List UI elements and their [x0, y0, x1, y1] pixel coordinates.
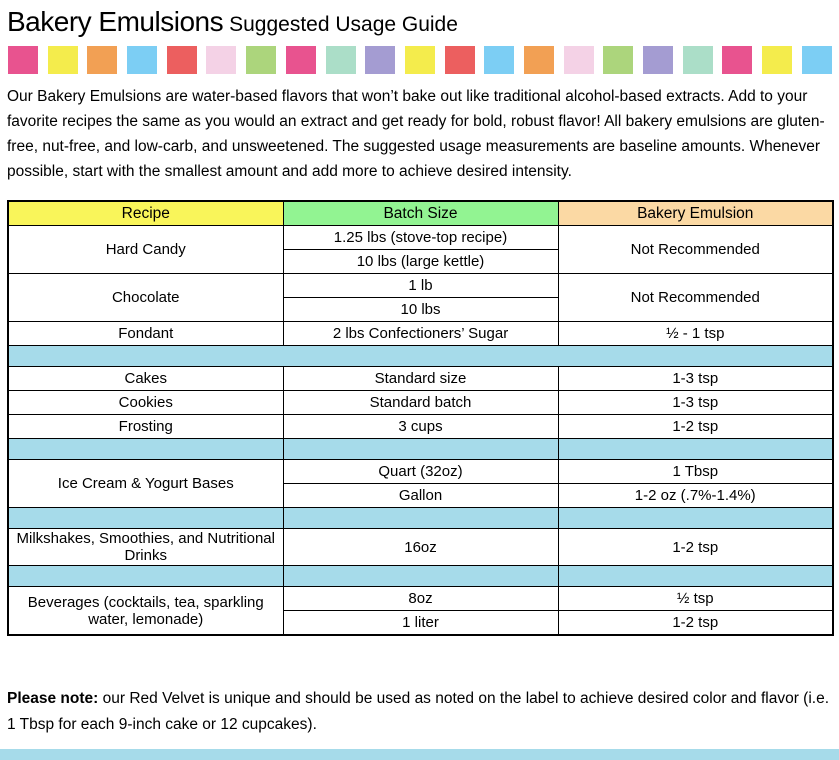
column-header: Recipe	[8, 201, 283, 226]
table-cell: Fondant	[8, 322, 283, 346]
spacer-row	[8, 566, 833, 587]
spacer-row	[8, 439, 833, 460]
spacer-cell	[558, 566, 833, 587]
stripe-square	[524, 46, 554, 74]
stripe-square	[206, 46, 236, 74]
title-main: Bakery Emulsions	[7, 6, 224, 37]
title-sub: Suggested Usage Guide	[229, 13, 458, 36]
stripe-square	[802, 46, 832, 74]
stripe-square	[603, 46, 633, 74]
table-cell: Hard Candy	[8, 226, 283, 274]
stripe-square	[405, 46, 435, 74]
table-cell: Not Recommended	[558, 274, 833, 322]
spacer-cell	[8, 346, 833, 367]
table-cell: 1-3 tsp	[558, 391, 833, 415]
spacer-row	[8, 508, 833, 529]
table-cell: Quart (32oz)	[283, 460, 558, 484]
table-row	[8, 226, 833, 250]
table-cell: Cookies	[8, 391, 283, 415]
table-cell: 1.25 lbs (stove-top recipe)	[283, 226, 558, 250]
stripe-square	[167, 46, 197, 74]
table-cell: Standard batch	[283, 391, 558, 415]
stripe-square	[48, 46, 78, 74]
spacer-cell	[8, 508, 283, 529]
spacer-cell	[558, 508, 833, 529]
stripe-square	[286, 46, 316, 74]
stripe-square	[683, 46, 713, 74]
table-cell: 1-2 tsp	[558, 529, 833, 566]
stripe-square	[365, 46, 395, 74]
table-row	[8, 587, 833, 611]
table-row	[8, 391, 833, 415]
usage-table-head	[8, 201, 833, 226]
header-row	[8, 201, 833, 226]
table-row	[8, 460, 833, 484]
table-cell: 1 liter	[283, 611, 558, 636]
table-cell: Not Recommended	[558, 226, 833, 274]
table-cell: ½ - 1 tsp	[558, 322, 833, 346]
color-stripe	[8, 46, 832, 74]
page-title	[7, 6, 832, 38]
stripe-square	[762, 46, 792, 74]
stripe-square	[8, 46, 38, 74]
table-cell: 16oz	[283, 529, 558, 566]
table-cell: 10 lbs	[283, 298, 558, 322]
table-cell: 2 lbs Confectioners’ Sugar	[283, 322, 558, 346]
table-cell: Chocolate	[8, 274, 283, 322]
stripe-square	[722, 46, 752, 74]
table-row	[8, 415, 833, 439]
table-row	[8, 367, 833, 391]
stripe-square	[87, 46, 117, 74]
table-row	[8, 274, 833, 298]
stripe-square	[564, 46, 594, 74]
table-cell: 1 Tbsp	[558, 460, 833, 484]
intro-paragraph: Our Bakery Emulsions are water-based flavors that won’t bake out like traditional alcohol-based extracts. Add to your favorite recipes the same as you would an extract and get ready for bold, robust flavor! All bakery emulsions are gluten-free, nut-free, and low-carb, and unsweetened. The suggested usage measurements are baseline amounts. Whenever possible, start with the smallest amount and add more to achieve desired intensity.	[7, 88, 825, 180]
table-cell: 1-2 tsp	[558, 611, 833, 636]
spacer-cell	[283, 439, 558, 460]
stripe-square	[127, 46, 157, 74]
stripe-square	[484, 46, 514, 74]
table-cell: Frosting	[8, 415, 283, 439]
table-cell: 8oz	[283, 587, 558, 611]
usage-table	[7, 200, 834, 636]
table-cell: Beverages (cocktails, tea, sparkling water, lemonade)	[8, 587, 283, 636]
spacer-cell	[283, 566, 558, 587]
table-row	[8, 322, 833, 346]
table-cell: 1-2 tsp	[558, 415, 833, 439]
table-cell: 1-3 tsp	[558, 367, 833, 391]
table-cell: 10 lbs (large kettle)	[283, 250, 558, 274]
table-cell: Gallon	[283, 484, 558, 508]
table-cell: 1 lb	[283, 274, 558, 298]
bottom-bar	[0, 749, 839, 760]
table-cell: Cakes	[8, 367, 283, 391]
table-row	[8, 529, 833, 566]
table-cell: 1-2 oz (.7%-1.4%)	[558, 484, 833, 508]
spacer-cell	[8, 566, 283, 587]
spacer-cell	[283, 508, 558, 529]
usage-table-body	[8, 226, 833, 636]
table-cell: Standard size	[283, 367, 558, 391]
stripe-square	[643, 46, 673, 74]
spacer-cell	[558, 439, 833, 460]
table-cell: Milkshakes, Smoothies, and Nutritional Drinks	[8, 529, 283, 566]
spacer-cell	[8, 439, 283, 460]
stripe-square	[445, 46, 475, 74]
stripe-square	[246, 46, 276, 74]
column-header: Batch Size	[283, 201, 558, 226]
footer-note	[7, 686, 835, 738]
table-cell: Ice Cream & Yogurt Bases	[8, 460, 283, 508]
column-header: Bakery Emulsion	[558, 201, 833, 226]
footer-note-text: our Red Velvet is unique and should be used as noted on the label to achieve desired color and flavor (i.e. 1 Tbsp for each 9-inch cake or 12 cupcakes).	[7, 690, 830, 733]
spacer-row	[8, 346, 833, 367]
footer-note-lead: Please note:	[7, 690, 99, 707]
table-cell: ½ tsp	[558, 587, 833, 611]
stripe-square	[326, 46, 356, 74]
table-cell: 3 cups	[283, 415, 558, 439]
